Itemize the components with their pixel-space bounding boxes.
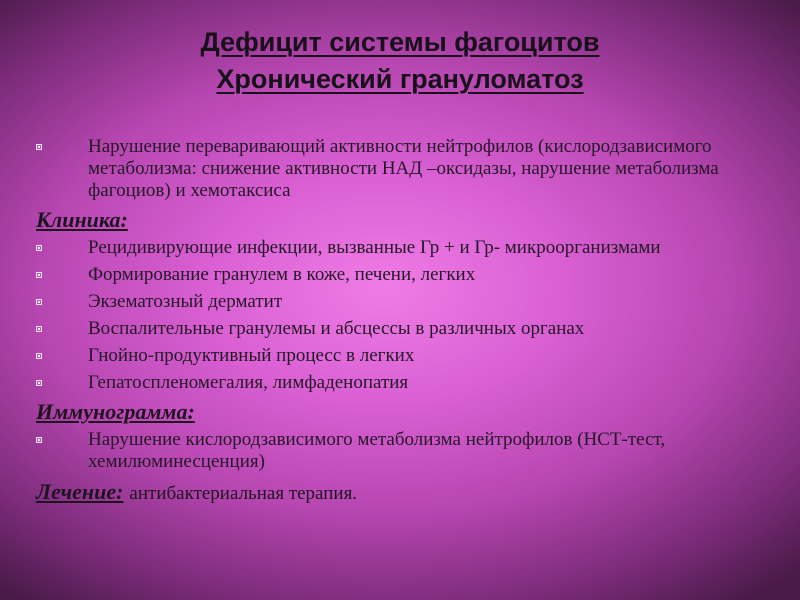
slide-body (36, 136, 776, 507)
bullet-text: Воспалительные гранулемы и абсцессы в различных органах (88, 318, 585, 339)
bullet-marker-icon (36, 326, 42, 332)
bullet-text: Гнойно-продуктивный процесс в легких (88, 345, 415, 366)
slide-title (0, 24, 800, 98)
bullet-marker-icon (36, 245, 42, 251)
bullet-marker-icon (36, 299, 42, 305)
bullet-item-clinic (36, 318, 776, 340)
bullet-item-clinic (36, 291, 776, 313)
bullet-marker-icon (36, 437, 42, 443)
bullet-marker-icon (36, 380, 42, 386)
therapy-line (36, 479, 776, 507)
bullet-text: Нарушение переваривающий активности нейтрофилов (кислородзависимого метаболизма: снижение активности НАД –оксидазы, нарушение метаболизма фагоциов) и хемотаксиса (88, 136, 719, 201)
bullet-text: Экзематозный дерматит (88, 291, 283, 312)
bullet-marker-icon (36, 272, 42, 278)
bullet-item-clinic (36, 372, 776, 394)
bullet-item-clinic (36, 345, 776, 367)
bullet-text: Гепатоспленомегалия, лимфаденопатия (88, 372, 409, 393)
bullet-text: Нарушение кислородзависимого метаболизма нейтрофилов (НСТ-тест, хемилюминесценция) (88, 429, 666, 472)
slide-title-line-1: Дефицит системы фагоцитов (200, 27, 600, 57)
therapy-text: антибактериальная терапия. (129, 483, 358, 504)
bullet-marker-icon (36, 144, 42, 150)
bullet-item-clinic (36, 264, 776, 286)
section-heading-immunogram: Иммунограмма: (36, 399, 195, 424)
bullet-text: Рецидивирующие инфекции, вызванные Гр + и Гр- микроорганизмами (88, 237, 661, 258)
bullet-marker-icon (36, 353, 42, 359)
bullet-item-intro (36, 136, 776, 202)
section-heading-clinic: Клиника: (36, 207, 128, 232)
bullet-item-immunogram (36, 429, 776, 473)
slide-title-line-2: Хронический грануломатоз (216, 64, 584, 94)
bullet-text: Формирование гранулем в коже, печени, легких (88, 264, 476, 285)
section-heading-therapy: Лечение: (36, 479, 124, 504)
bullet-item-clinic (36, 237, 776, 259)
